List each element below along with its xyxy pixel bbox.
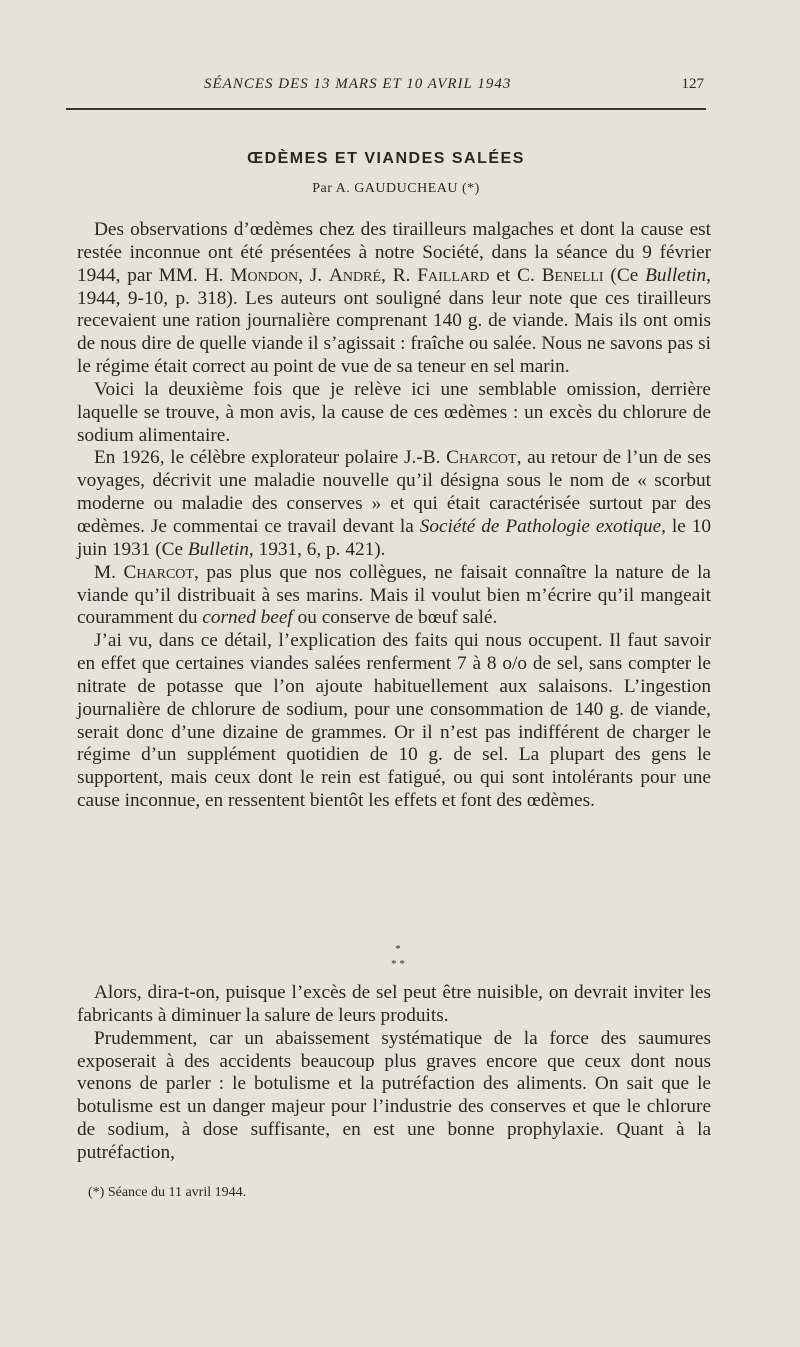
person-name-charcot: Charcot [446, 447, 517, 469]
section-separator [0, 942, 796, 972]
page-number: 127 [681, 76, 704, 92]
society-name: Société de Pathologie exotique [419, 515, 662, 537]
footnote: (*) Séance du 11 avril 1944. [88, 1185, 247, 1200]
text-run: , pas plus que nos collègues, ne faisait connaître la nature de la viande qu’il distribuait à ses marins. Mais il voulut bien m’écrire qu’il mangeait couramment du [77, 561, 711, 629]
paragraph-5: J’ai vu, dans ce détail, l’explication des faits qui nous occupent. Il faut savoir en effet que certaines viandes salées renferment 7 à 8 o/o de sel, sans compter le nitrate de potasse que l’on ajoute habituellement aux salaisons. L’ingestion journalière de chlorure de sodium, pour une consommation de 140 g. de viande, serait donc d’une dizaine de grammes. Or il n’est pas indifférent de charger le régime d’un supplément quotidien de 10 g. de sel. La plupart des gens le supportent, mais ceux dont le rein est fatigué, ou qui sont intolérants pour une cause inconnue, en ressentent bientôt les effets et font des œdèmes. [77, 630, 711, 812]
text-run: , R. [381, 264, 418, 286]
author-name-benelli: Benelli [541, 264, 604, 286]
text-run: M. [94, 561, 124, 583]
text-run: et C. [489, 264, 542, 286]
text-run: En 1926, le célèbre explorateur polaire J.-B. [94, 447, 447, 469]
product-term: corned beef [202, 607, 293, 629]
text-run: , au retour de l’un de ses voyages, décrivit une maladie nouvelle qu’il désigna sous le nom de « scorbut moderne ou maladie des conserves » et qui était caractérisée surtout par des œdèmes. Je commentai ce travail devant la [77, 447, 712, 537]
text-run: , 1944, 9-10, p. 318). Les auteurs ont souligné dans leur note que ces tirailleurs recevaient une ration journalière comprenant 140 g. de viande. Mais ils ont omis de nous dire de quelle viande il s’agissait : fraîche ou salée. Nous ne savons pas si le régime était correct au point de vue de sa teneur en sel marin. [77, 264, 711, 378]
article-title: ŒDÈMES ET VIANDES SALÉES [247, 150, 525, 167]
paragraph-2: Voici la deuxième fois que je relève ici une semblable omission, derrière laquelle se trouve, à mon avis, la cause de ces œdèmes : un excès du chlorure de sodium alimentaire. [77, 378, 711, 446]
text-run: Des observations d’œdèmes chez des tirailleurs malgaches et dont la cause est restée inconnue ont été présentées à notre Société, dans la séance du 9 février 1944, par MM. H. [77, 219, 711, 286]
text-run: , le 10 juin 1931 (Ce [77, 515, 711, 560]
article-body-continued [77, 982, 711, 1165]
journal-citation: Bulletin [187, 538, 249, 560]
paragraph-4 [77, 562, 711, 631]
article-body [77, 219, 711, 813]
author-name-andre: André [328, 264, 382, 286]
author-name-mondon: Mondon [230, 264, 299, 286]
paragraph-6: Alors, dira-t-on, puisque l’excès de sel peut être nuisible, on devrait inviter les fabricants à diminuer la salure de leurs produits. [77, 982, 711, 1026]
person-name-charcot: Charcot [123, 561, 194, 583]
text-run: , J. [298, 264, 329, 286]
asterism-top: * [395, 943, 401, 955]
text-run: (Ce [603, 264, 646, 286]
running-header [66, 72, 706, 110]
paragraph-7: Prudemment, car un abaissement systématique de la force des saumures exposerait à des accidents beaucoup plus graves encore que ceux dont nous venons de parler : le botulisme et la putréfaction des aliments. On sait que le botulisme est un danger majeur pour l’industrie des conserves et que le chlorure de sodium, à dose suffisante, en est une bonne prophylaxie. Quant à la putréfaction, [77, 1027, 711, 1163]
paragraph-1 [77, 219, 711, 379]
text-run: , 1931, 6, p. 421). [248, 538, 386, 560]
running-title: SÉANCES DES 13 MARS ET 10 AVRIL 1943 [204, 76, 512, 92]
paragraph-3 [77, 447, 711, 561]
author-name-faillard: Faillard [417, 264, 490, 286]
asterism-bottom: * * [391, 958, 405, 970]
text-run: ou conserve de bœuf salé. [292, 607, 498, 629]
journal-citation: Bulletin [645, 264, 707, 286]
article-byline: Par A. GAUDUCHEAU (*) [312, 181, 480, 196]
